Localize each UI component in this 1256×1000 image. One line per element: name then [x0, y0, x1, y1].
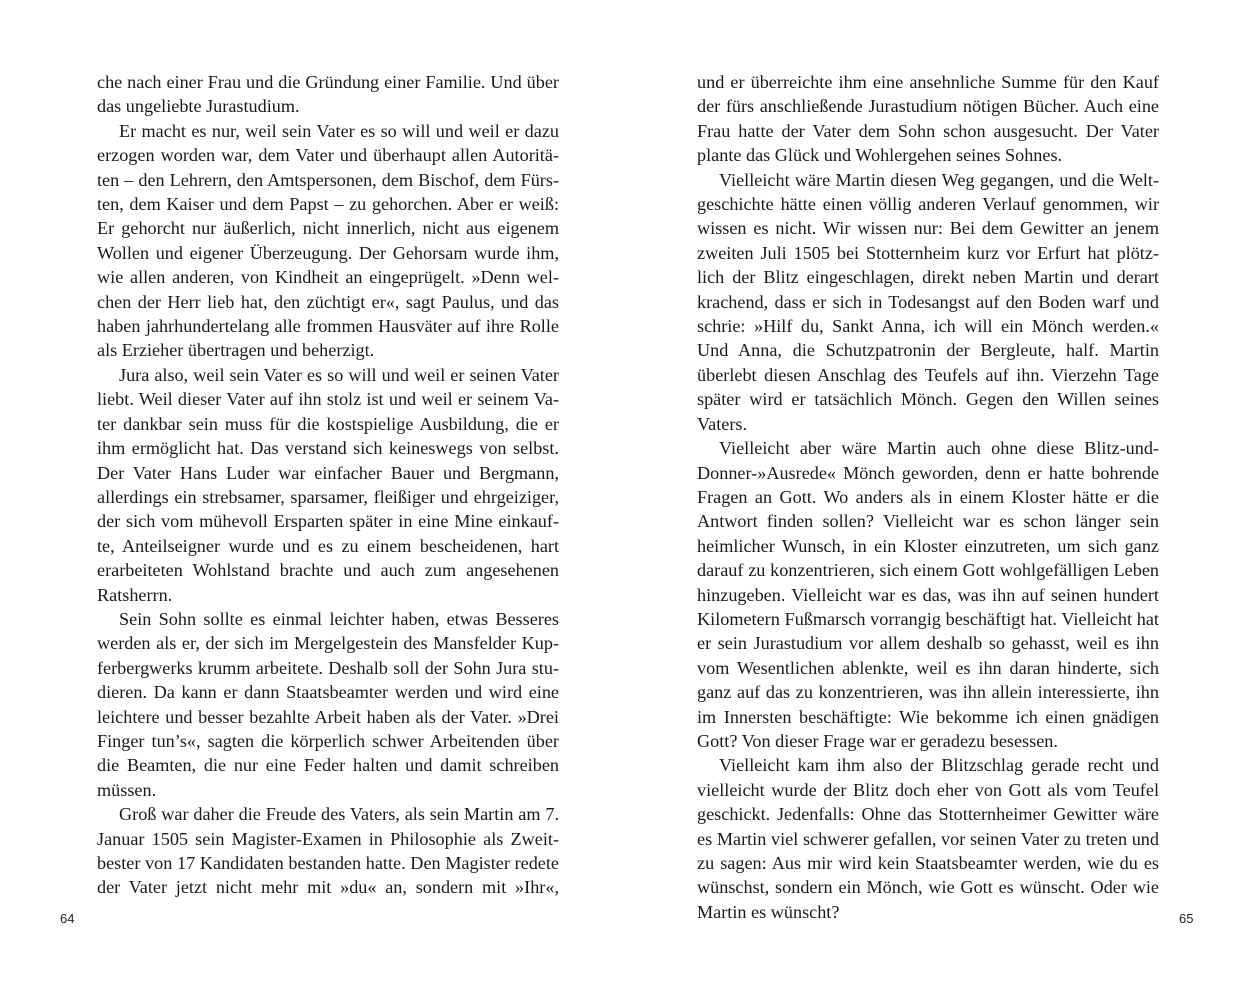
paragraph: und er überreichte ihm eine ansehnliche Summe für den Kauf der fürs anschließende Jurastudium nötigen Bücher. Auch eine Frau hatte der Vater dem Sohn schon ausgesucht. Der Vater plante das Glück und Wohlergehen seines Sohnes.	[697, 72, 1159, 166]
paragraph: Groß war daher die Freude des Vaters, als sein Martin am 7. Januar 1505 sein Magister-Examen in Philosophie als Zweitbester von 17 Kandidaten bestanden hatte. Den Magister redete der Vater jetzt nicht mehr mit »du« an, sondern mit »Ihr«,	[97, 804, 559, 898]
page-number: 64	[60, 911, 75, 926]
paragraph: Vielleicht aber wäre Martin auch ohne diese Blitz-und-Donner-»Ausrede« Mönch geworden, denn er hatte bohrende Fragen an Gott. Wo anders als in einem Kloster hätte er die Antwort finden sollen? Vielleicht war es schon länger sein heimlicher Wunsch, in ein Kloster einzutreten, um sich ganz darauf zu konzentrieren, sich einem Gott wohlgefälligen Leben hinzugeben. Vielleicht war es das, was ihn auf seinen hundert Kilometern Fußmarsch vorrangig beschäftigt hat. Vielleicht hat er sein Jurastudium vor allem deshalb so gehasst, weil es ihn vom Wesentlichen ablenkte, weil es ihn daran hinderte, sich ganz auf das zu konzentrieren, was ihn allein interessierte, ihn im Innersten beschäftigte: Wie bekomme ich einen gnädigen Gott? Von dieser Frage war er geradezu besessen.	[697, 438, 1159, 751]
paragraph: che nach einer Frau und die Gründung einer Familie. Und über das ungeliebte Jurastudium.	[97, 72, 559, 117]
paragraph: Vielleicht wäre Martin diesen Weg gegangen, und die Weltgeschichte hätte einen völlig anderen Verlauf genommen, wir wissen es nicht. Wir wissen nur: Bei dem Gewitter an jenem zweiten Juli 1505 bei Stotternheim kurz vor Erfurt hat plötzlich der Blitz eingeschlagen, direkt neben Martin und derart krachend, dass er sich in Todesangst auf den Boden warf und schrie: »Hilf du, Sankt Anna, ich will ein Mönch werden.« Und Anna, die Schutzpatronin der Bergleute, half. Martin überlebt diesen Anschlag des Teufels auf ihn. Vierzehn Tage später wird er tatsächlich Mönch. Gegen den Willen seines Vaters.	[697, 169, 1159, 434]
left-page-text	[97, 70, 559, 900]
page-number: 65	[1179, 911, 1194, 926]
paragraph: Vielleicht kam ihm also der Blitzschlag gerade recht und vielleicht wurde der Blitz doch eher von Gott als vom Teufel geschickt. Jedenfalls: Ohne das Stotternheimer Gewitter wäre es Martin viel schwerer gefallen, vor seinen Vater zu treten und zu sagen: Aus mir wird kein Staatsbeamter werden, wie du es wünschst, sondern ein Mönch, wie Gott es wünscht. Oder wie Martin es wünscht?	[697, 755, 1159, 922]
paragraph: Sein Sohn sollte es einmal leichter haben, etwas Besseres werden als er, der sich im Mergelgestein des Mansfelder Kupferbergwerks krumm arbeitete. Deshalb soll der Sohn Jura studieren. Da kann er dann Staatsbeamter werden und wird eine leichtere und besser bezahlte Arbeit haben als der Vater. »Drei Finger tun’s«, sagten die körperlich schwer Arbeitenden über die Beamten, die nur eine Feder halten und damit schreiben müssen.	[97, 608, 559, 800]
paragraph: Er macht es nur, weil sein Vater es so will und weil er dazu erzogen worden war, dem Vater und überhaupt allen Autoritäten – den Lehrern, den Amtspersonen, dem Bischof, dem Fürsten, dem Kaiser und dem Papst – zu gehorchen. Aber er weiß: Er gehorcht nur äußerlich, nicht innerlich, nicht aus eigenem Wollen und eigener Überzeugung. Der Gehorsam wurde ihm, wie allen anderen, von Kindheit an eingeprügelt. »Denn welchen der Herr lieb hat, den züchtigt er«, sagt Paulus, und das haben jahrhundertelang alle frommen Hausväter auf ihre Rolle als Erzieher übertragen und beherzigt.	[97, 120, 559, 361]
right-page-text	[697, 70, 1159, 924]
paragraph: Jura also, weil sein Vater es so will und weil er seinen Vater liebt. Weil dieser Vater auf ihn stolz ist und weil er seinem Vater dankbar sein muss für die kostspielige Ausbildung, die er ihm ermöglicht hat. Das verstand sich keineswegs von selbst. Der Vater Hans Luder war einfacher Bauer und Bergmann, allerdings ein strebsamer, sparsamer, fleißiger und ehrgeiziger, der sich vom mühevoll Ersparten später in eine Mine einkaufte, Anteilseigner wurde und es zu einem bescheidenen, hart erarbeiteten Wohlstand brachte und auch zum angesehenen Ratsherrn.	[97, 364, 559, 605]
right-page	[628, 0, 1256, 1000]
